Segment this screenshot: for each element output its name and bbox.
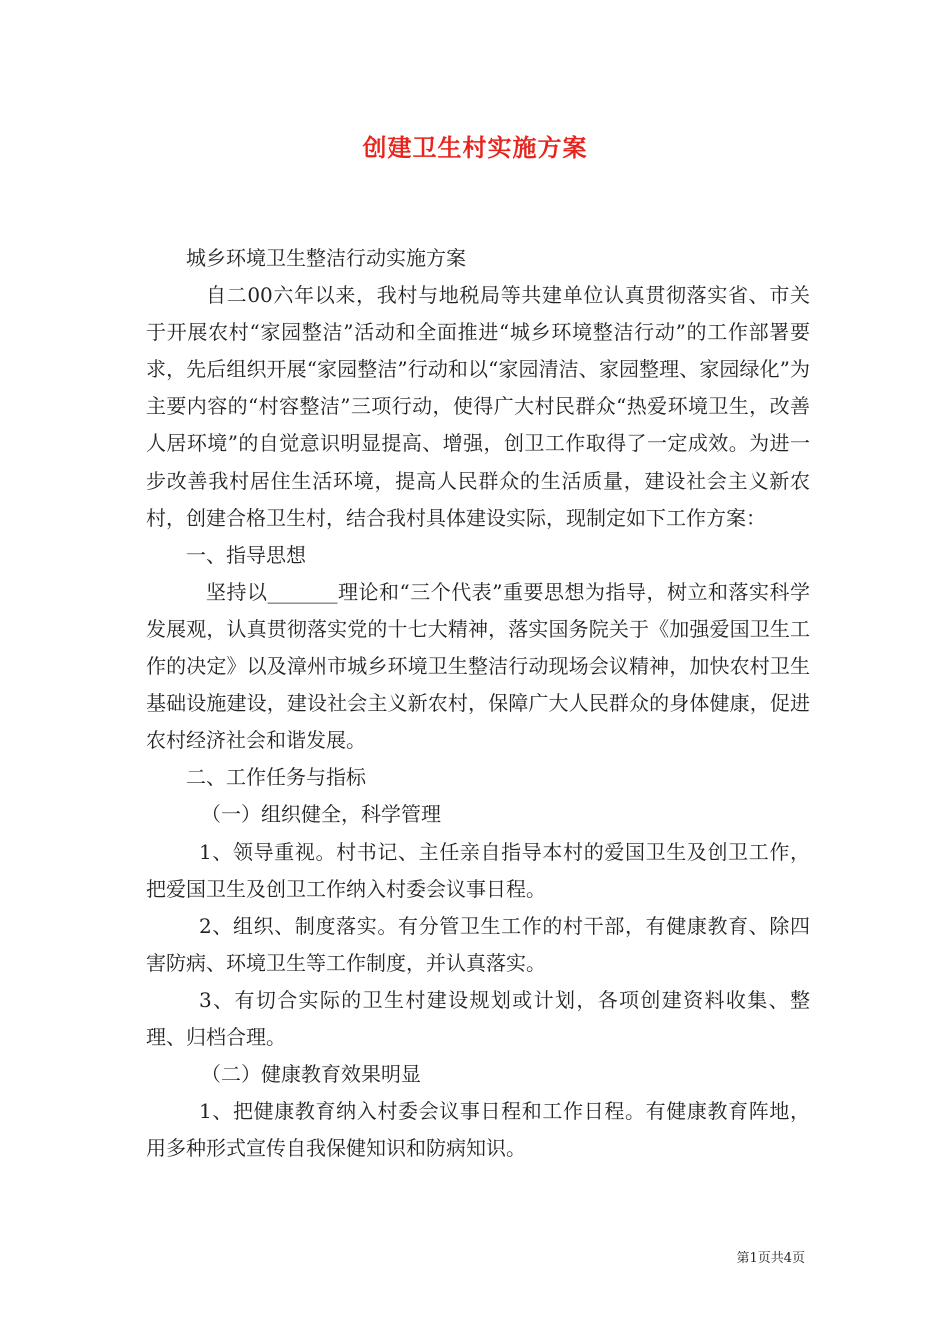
item-planning: 3、有切合实际的卫生村建设规划或计划，各项创建资料收集、整理、归档合理。 (146, 987, 810, 1049)
guiding-thought-paragraph: 坚持以_______理论和“三个代表”重要思想为指导，树立和落实科学发展观，认真贯彻落实党的十七大精神，落实国务院关于《加强爱国卫生工作的决定》以及漳州市城乡环境卫生整洁行动现场会议精神，加快农村卫生基础设施建设，建设社会主义新农村，保障广大人民群众的身体健康，促进农村经济社会和谐发展。 (146, 579, 810, 753)
document-title: 创建卫生村实施方案 (362, 133, 588, 162)
subtitle-paragraph: 城乡环境卫生整洁行动实施方案 (186, 246, 466, 270)
item-organization: 2、组织、制度落实。有分管卫生工作的村干部，有健康教育、除四害防病、环境卫生等工作制度，并认真落实。 (146, 913, 810, 975)
intro-paragraph: 自二00六年以来，我村与地税局等共建单位认真贯彻落实省、市关于开展农村“家园整洁”活动和全面推进“城乡环境整洁行动”的工作部署要求，先后组织开展“家园整洁”行动和以“家园清洁、家园整理、家园绿化”为主要内容的“村容整洁”三项行动，使得广大村民群众“热爱环境卫生，改善人居环境”的自觉意识明显提高、增强，创卫工作取得了一定成效。为进一步改善我村居住生活环境，提高人民群众的生活质量，建设社会主义新农村，创建合格卫生村，结合我村具体建设实际，现制定如下工作方案： (146, 283, 810, 530)
section-heading-guiding-thought: 一、指导思想 (186, 542, 306, 567)
item-leadership: 1、领导重视。村书记、主任亲自指导本村的爱国卫生及创卫工作，把爱国卫生及创卫工作纳入村委会议事日程。 (146, 839, 810, 901)
item-health-education: 1、把健康教育纳入村委会议事日程和工作日程。有健康教育阵地，用多种形式宣传自我保健知识和防病知识。 (146, 1099, 810, 1161)
document-body (146, 240, 810, 1167)
section-heading-tasks: 二、工作任务与指标 (186, 765, 366, 790)
subsection-heading-health-education: （二）健康教育效果明显 (201, 1062, 421, 1087)
subsection-heading-organization: （一）组织健全，科学管理 (201, 802, 441, 827)
page-number: 第1页共4页 (736, 1251, 805, 1266)
